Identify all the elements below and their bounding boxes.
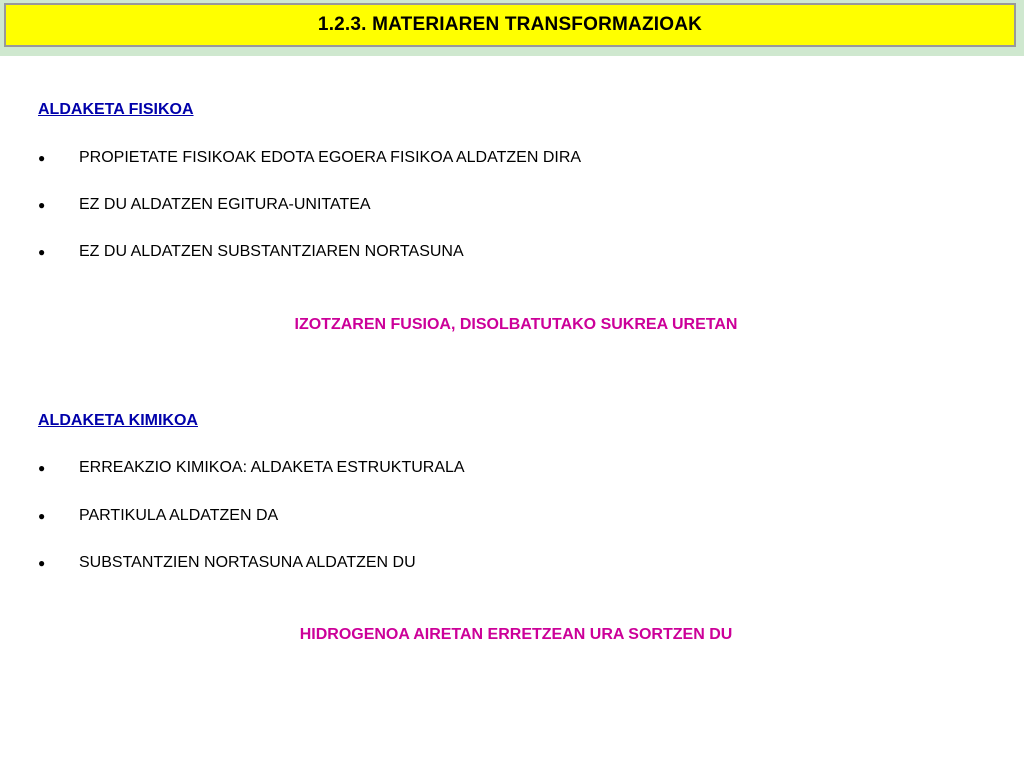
- list-item: [38, 149, 581, 167]
- bullet-dot-icon: ●: [38, 509, 46, 523]
- list-item-text: PROPIETATE FISIKOAK EDOTA EGOERA FISIKOA ALDATZEN DIRA: [79, 149, 582, 166]
- example-chemical: HIDROGENOA AIRETAN ERRETZEAN URA SORTZEN DU: [299, 626, 733, 643]
- example-physical: IZOTZAREN FUSIOA, DISOLBATUTAKO SUKREA URETAN: [294, 316, 738, 333]
- title-frame: [0, 0, 1024, 56]
- list-item-text: EZ DU ALDATZEN SUBSTANTZIAREN NORTASUNA: [79, 243, 464, 260]
- list-item-text: ERREAKZIO KIMIKOA: ALDAKETA ESTRUKTURALA: [79, 459, 465, 476]
- list-item: [38, 507, 278, 525]
- page-title: 1.2.3. MATERIAREN TRANSFORMAZIOAK: [317, 14, 703, 35]
- bullet-dot-icon: ●: [38, 151, 46, 165]
- list-item: [38, 554, 416, 572]
- section-heading-physical: ALDAKETA FISIKOA: [38, 101, 194, 118]
- list-item: [38, 196, 371, 214]
- list-item-text: SUBSTANTZIEN NORTASUNA ALDATZEN DU: [79, 554, 416, 571]
- list-item-text: EZ DU ALDATZEN EGITURA-UNITATEA: [79, 196, 371, 213]
- list-item: [38, 459, 465, 477]
- section-heading-chemical: ALDAKETA KIMIKOA: [38, 412, 198, 429]
- list-item-text: PARTIKULA ALDATZEN DA: [79, 507, 279, 524]
- bullet-dot-icon: ●: [38, 461, 46, 475]
- bullet-dot-icon: ●: [38, 198, 46, 212]
- title-bar: [4, 3, 1016, 47]
- bullet-dot-icon: ●: [38, 556, 46, 570]
- list-item: [38, 243, 464, 261]
- bullet-dot-icon: ●: [38, 245, 46, 259]
